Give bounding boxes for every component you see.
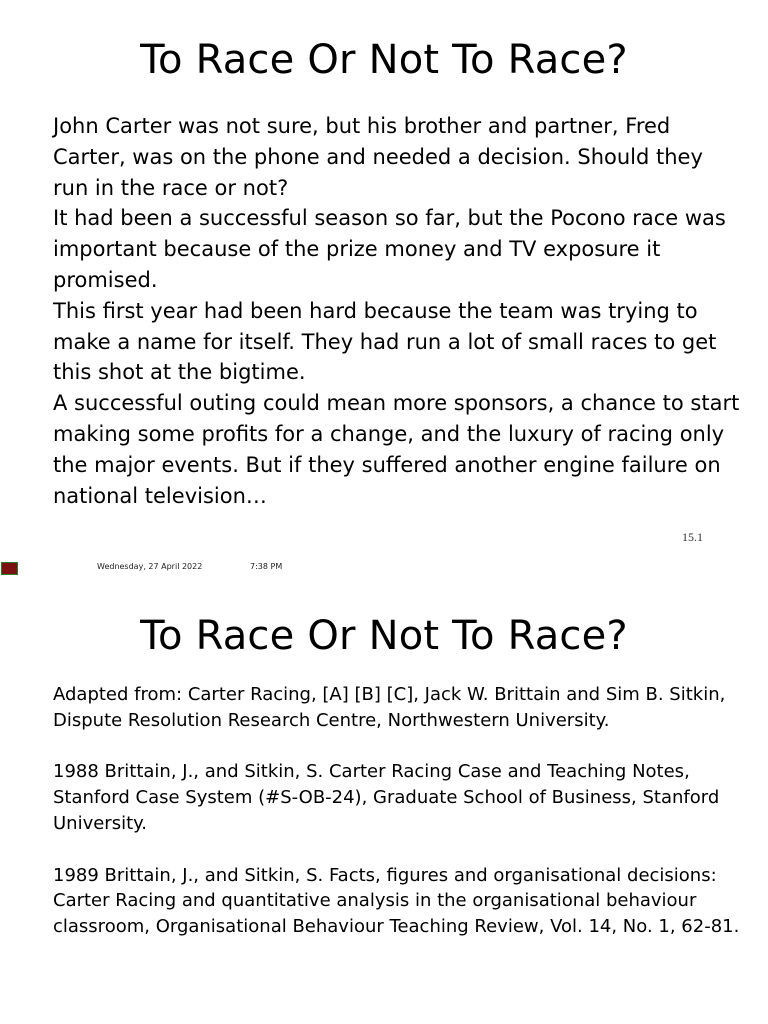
slide-2	[0, 598, 768, 1024]
slide-2-body	[53, 682, 743, 966]
footer-time: 7:38 PM	[250, 562, 283, 571]
slide-marker-icon[interactable]	[1, 562, 18, 575]
slide-1-body	[53, 111, 743, 511]
slide-1-paragraph: John Carter was not sure, but his brother and partner, Fred Carter, was on the phone and needed a decision. Should they run in the race or not?	[53, 114, 703, 200]
footer-date: Wednesday, 27 April 2022	[97, 562, 203, 571]
slide-2-paragraph: 1989 Brittain, J., and Sitkin, S. Facts, figures and organisational decisions: Carter Racing and quantitative analysis in the organisational behaviour classroom, Organisational Behaviour Teaching Review, Vol. 14, No. 1, 62-81.	[53, 864, 740, 938]
slide-2-title: To Race Or Not To Race?	[140, 613, 628, 659]
slide-1-paragraph: It had been a successful season so far, but the Pocono race was important because of the prize money and TV exposure it promised.	[53, 206, 726, 292]
slide-footer	[0, 562, 768, 578]
slide-1-paragraph: This first year had been hard because the team was trying to make a name for itself. They had run a lot of small races to get this shot at the bigtime.	[53, 298, 717, 385]
slide-2-paragraph: 1988 Brittain, J., and Sitkin, S. Carter Racing Case and Teaching Notes, Stanford Case System (#S-OB-24), Graduate School of Business, Stanford University.	[53, 761, 720, 834]
slide-1-paragraph: A successful outing could mean more sponsors, a chance to start making some profits for a change, and the luxury of racing only the major events. But if they suffered another engine failure on national television…	[53, 391, 740, 508]
page-number: 15.1	[682, 530, 703, 544]
slide-2-paragraph: Adapted from: Carter Racing, [A] [B] [C], Jack W. Brittain and Sim B. Sitkin, Dispute Resolution Research Centre, Northwestern University.	[53, 684, 726, 731]
slide-1-title: To Race Or Not To Race?	[140, 37, 628, 83]
